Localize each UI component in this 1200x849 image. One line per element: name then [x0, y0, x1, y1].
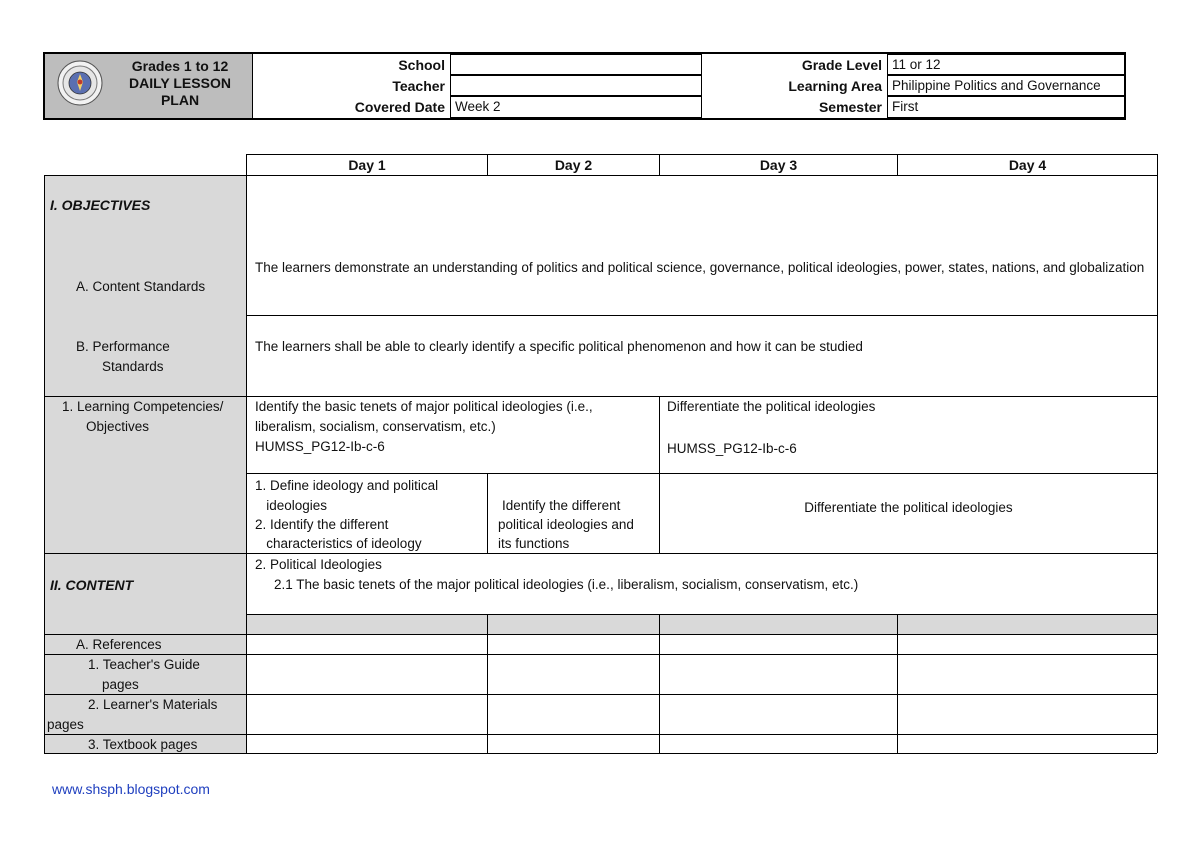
learning-area-label: Learning Area — [788, 78, 882, 94]
competency-day34-code: HUMSS_PG12-Ib-c-6 — [667, 441, 797, 456]
day34-objective: Differentiate the political ideologies — [804, 500, 1013, 515]
grid-line — [659, 154, 660, 175]
learners-materials-label: 2. Learner's Materials — [88, 697, 218, 712]
grid-line — [44, 175, 1157, 176]
grid-line — [44, 396, 1157, 397]
objectives-title: I. OBJECTIVES — [50, 197, 151, 213]
teacher-field[interactable] — [450, 75, 702, 96]
grid-line — [44, 694, 1157, 695]
school-label: School — [398, 57, 445, 73]
grid-line — [897, 614, 898, 753]
grid-line — [44, 175, 45, 753]
grid-line — [44, 553, 1157, 554]
grid-line — [44, 654, 1157, 655]
grid-line — [487, 614, 488, 753]
grade-level-label: Grade Level — [801, 57, 882, 73]
grid-line — [487, 154, 488, 175]
grid-line — [246, 614, 1157, 615]
day-2-header: Day 2 — [554, 157, 593, 173]
grid-line — [246, 154, 1157, 155]
grid-line — [44, 734, 1157, 735]
day1-objective-line-1: 1. Define ideology and political — [255, 478, 439, 493]
references-label: A. References — [76, 637, 162, 652]
competency-day34-line: Differentiate the political ideologies — [667, 399, 876, 414]
content-standards-label: A. Content Standards — [76, 279, 206, 294]
grid-line — [44, 753, 1157, 754]
content-line-1: 2. Political Ideologies — [255, 557, 382, 572]
logo-title-cell — [45, 54, 253, 118]
competencies-label-2: Objectives — [86, 419, 150, 434]
day-3-header: Day 3 — [759, 157, 798, 173]
performance-standards-text: The learners shall be able to clearly identify a specific political phenomenon and how it can be studied — [255, 339, 863, 354]
day2-objective-line-2: political ideologies and — [498, 517, 634, 532]
learning-area-field[interactable]: Philippine Politics and Governance — [887, 75, 1124, 96]
deped-seal-icon — [57, 60, 103, 106]
performance-standards-label-2: Standards — [102, 359, 164, 374]
day1-objective-line-2: ideologies — [255, 498, 328, 513]
teachers-guide-label: 1. Teacher's Guide — [88, 657, 200, 672]
content-title: II. CONTENT — [50, 577, 134, 593]
grid-line — [1157, 154, 1158, 753]
references-gray-bar — [247, 614, 1157, 634]
grid-line — [44, 634, 1157, 635]
day1-objective-line-4: characteristics of ideology — [255, 536, 422, 551]
grid-line — [659, 614, 660, 753]
covered-date-field[interactable]: Week 2 — [450, 96, 702, 118]
grid-line — [246, 473, 1157, 474]
performance-standards-label: B. Performance — [76, 339, 170, 354]
grid-line — [246, 315, 1157, 316]
day-1-header: Day 1 — [348, 157, 386, 173]
day-4-header: Day 4 — [1008, 157, 1047, 173]
content-standards-text: The learners demonstrate an understanding of politics and political science, governance, political ideologies, power, states, nations, and globalization — [255, 260, 1145, 275]
competencies-label: 1. Learning Competencies/ — [62, 399, 224, 414]
title-line-2: DAILY LESSON — [129, 75, 231, 91]
day2-objective-line-3: its functions — [498, 536, 570, 551]
footer-url-link[interactable]: www.shsph.blogspot.com — [52, 781, 210, 797]
day2-objective-line-1: Identify the different — [502, 498, 621, 513]
competency-day12-code: HUMSS_PG12-Ib-c-6 — [255, 439, 385, 454]
covered-date-label: Covered Date — [354, 99, 445, 115]
content-line-2: 2.1 The basic tenets of the major political ideologies (i.e., liberalism, socialism, conservatism, etc.) — [274, 577, 859, 592]
competency-day12-line-1: Identify the basic tenets of major political ideologies (i.e., — [255, 399, 593, 414]
grid-line — [659, 396, 660, 553]
grid-line — [897, 154, 898, 175]
title-line-3: PLAN — [160, 92, 200, 108]
semester-field[interactable]: First — [887, 96, 1124, 118]
learners-materials-label-2: pages — [47, 717, 84, 732]
grade-level-field[interactable]: 11 or 12 — [887, 54, 1124, 75]
semester-label: Semester — [818, 99, 882, 115]
title-line-1: Grades 1 to 12 — [131, 58, 229, 74]
school-field[interactable] — [450, 54, 702, 75]
teachers-guide-label-2: pages — [102, 677, 139, 692]
competency-day12-line-2: liberalism, socialism, conservatism, etc.) — [255, 419, 496, 434]
grid-line — [246, 154, 247, 753]
grid-line — [487, 473, 488, 553]
day1-objective-line-3: 2. Identify the different — [255, 517, 389, 532]
teacher-label: Teacher — [392, 78, 445, 94]
lesson-plan-header — [43, 52, 1126, 120]
textbook-pages-label: 3. Textbook pages — [88, 737, 198, 752]
